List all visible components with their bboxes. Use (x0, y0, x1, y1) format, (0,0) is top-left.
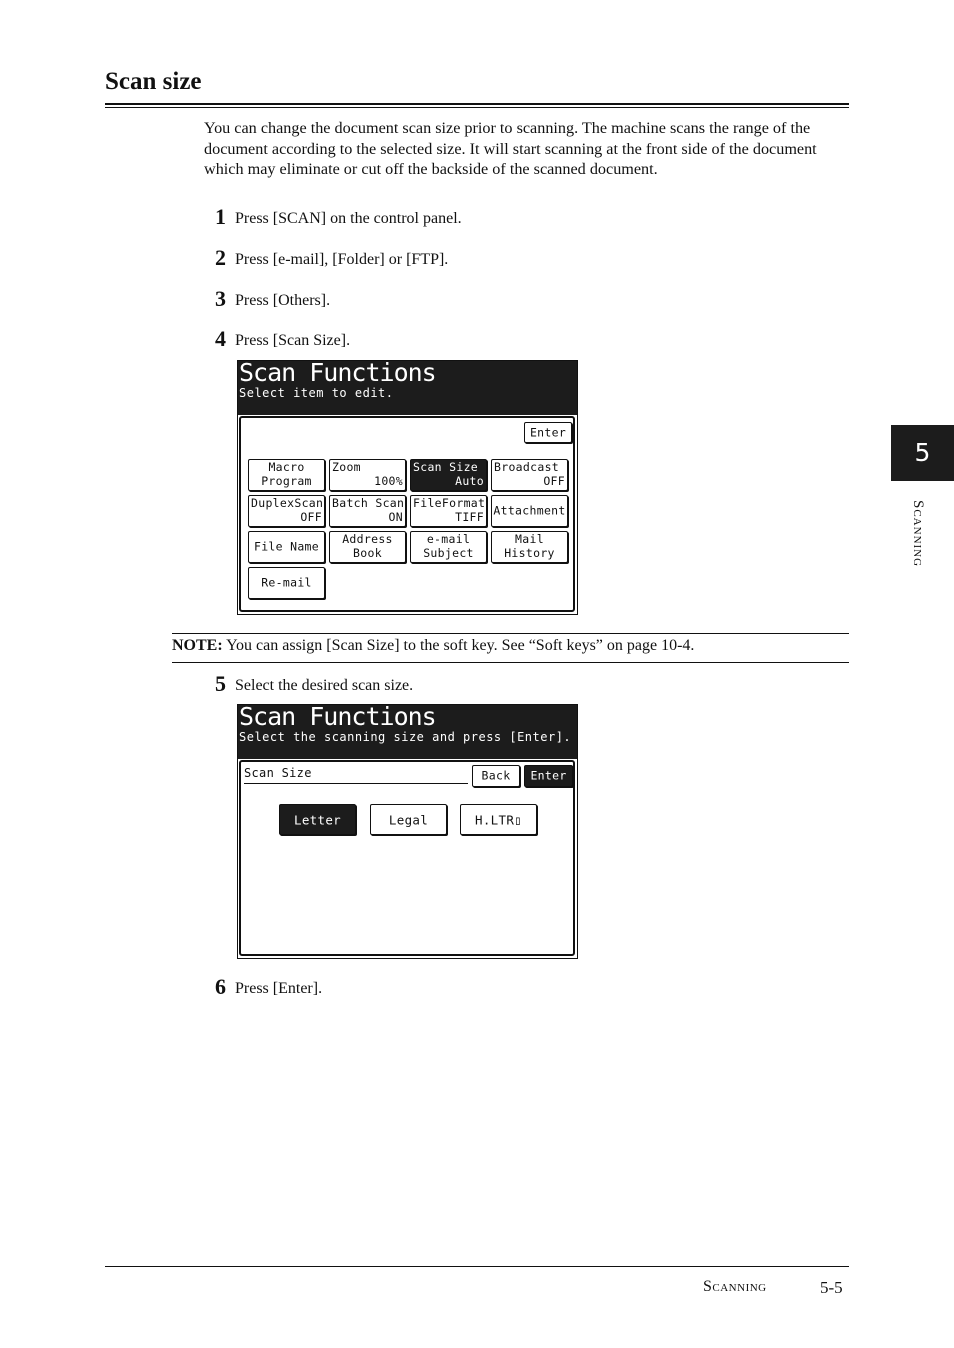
back-button[interactable]: Back (472, 765, 520, 787)
scan-size-field-label: Scan Size (244, 766, 312, 780)
scan-size-screen (237, 704, 578, 959)
file-format-button[interactable]: FileFormat TIFF (410, 495, 487, 527)
screen-header (238, 358, 577, 415)
step-number: 5 (215, 671, 226, 696)
step-text: Press [Enter]. (235, 980, 323, 997)
note-rule-top (172, 633, 849, 634)
letter-option-button[interactable]: Letter (279, 804, 356, 835)
footer-rule (105, 1266, 849, 1267)
file-name-button[interactable]: File Name (248, 531, 325, 563)
step-number: 3 (215, 286, 226, 311)
screen-subtitle: Select the scanning size and press [Enter]. (239, 730, 572, 744)
half-letter-option-button[interactable]: H.LTR▯ (460, 804, 537, 835)
screen-panel (239, 760, 575, 956)
title-rule (105, 103, 849, 105)
enter-button[interactable]: Enter (524, 422, 572, 443)
step-text: Press [Others]. (235, 292, 331, 309)
section-title: Scan size (105, 68, 202, 95)
screen-title: Scan Functions (239, 358, 436, 387)
scan-size-button[interactable]: Scan Size Auto (410, 459, 487, 491)
legal-option-button[interactable]: Legal (370, 804, 447, 835)
screen-header (238, 702, 577, 759)
broadcast-button[interactable]: Broadcast OFF (491, 459, 568, 491)
step-text: Press [Scan Size]. (235, 332, 351, 349)
footer-page-number: 5-5 (820, 1278, 843, 1297)
step-number: 4 (215, 326, 226, 351)
batch-scan-button[interactable]: Batch Scan ON (329, 495, 406, 527)
note-rule-bottom (172, 662, 849, 663)
address-book-button[interactable]: Address Book (329, 531, 406, 563)
step-text: Press [e-mail], [Folder] or [FTP]. (235, 251, 449, 268)
step-number: 2 (215, 245, 226, 270)
title-rule-thin (105, 107, 849, 108)
step-number: 1 (215, 204, 226, 229)
scan-functions-screen (237, 360, 578, 615)
screen-subtitle: Select item to edit. (239, 386, 394, 400)
attachment-button[interactable]: Attachment (491, 495, 568, 527)
zoom-button[interactable]: Zoom 100% (329, 459, 406, 491)
screen-panel (239, 416, 575, 612)
footer-section-name: Scanning (703, 1278, 767, 1295)
duplex-scan-button[interactable]: DuplexScan OFF (248, 495, 325, 527)
scan-size-field (244, 766, 468, 784)
step-number: 6 (215, 974, 226, 999)
email-subject-button[interactable]: e-mail Subject (410, 531, 487, 563)
mail-history-button[interactable]: Mail History (491, 531, 568, 563)
chapter-tab: 5 (891, 425, 954, 481)
screen-title: Scan Functions (239, 702, 436, 731)
note (172, 637, 694, 655)
enter-button[interactable]: Enter (524, 765, 573, 787)
note-label: NOTE: (172, 637, 223, 654)
note-text: You can assign [Scan Size] to the soft key. See “Soft keys” on page 10-4. (226, 637, 695, 654)
step-text: Press [SCAN] on the control panel. (235, 210, 462, 227)
intro-paragraph: You can change the document scan size prior to scanning. The machine scans the range of the document according to the selected size. It will start scanning at the front side of the document which may eliminate or cut off the backside of the scanned document. (204, 119, 817, 178)
macro-program-button[interactable]: Macro Program (248, 459, 325, 491)
re-mail-button[interactable]: Re-mail (248, 567, 325, 599)
side-chapter-label: Scanning (910, 500, 926, 568)
step-text: Select the desired scan size. (235, 677, 414, 694)
